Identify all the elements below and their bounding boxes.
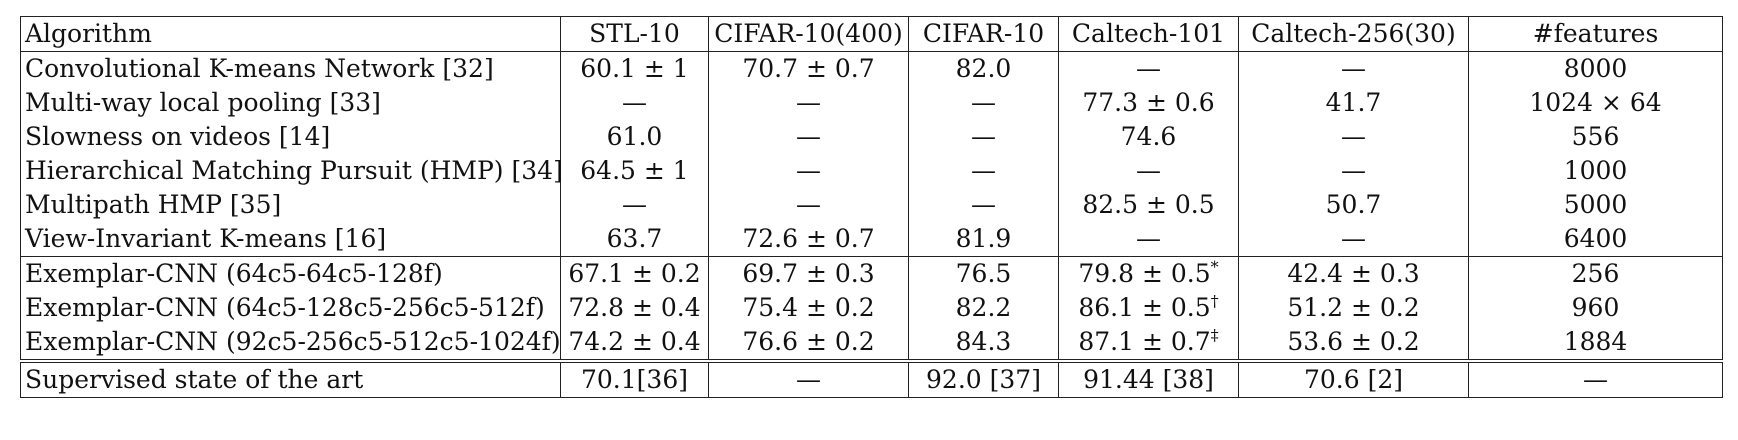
caltech101-cell: 74.6 <box>1059 120 1239 154</box>
table-row <box>21 86 1723 120</box>
header-caltech256: Caltech-256(30) <box>1239 17 1469 52</box>
caltech101-cell: 77.3 ± 0.6 <box>1059 86 1239 120</box>
cifar10-cell: — <box>909 120 1059 154</box>
features-cell: 1024 × 64 <box>1469 86 1723 120</box>
caltech101-cell: 91.44 [38] <box>1059 361 1239 398</box>
cifar10-cell: 92.0 [37] <box>909 361 1059 398</box>
stl10-cell: 64.5 ± 1 <box>561 154 709 188</box>
stl10-cell: 72.8 ± 0.4 <box>561 291 709 325</box>
cifar10-400-cell: 76.6 ± 0.2 <box>709 325 909 361</box>
algorithm-cell: Exemplar-CNN (64c5-64c5-128f) <box>21 257 561 292</box>
header-row <box>21 17 1723 52</box>
footnote-mark: * <box>1210 257 1219 277</box>
results-table <box>20 16 1723 398</box>
caltech256-cell: 51.2 ± 0.2 <box>1239 291 1469 325</box>
caltech256-cell: 42.4 ± 0.3 <box>1239 257 1469 292</box>
caltech101-cell: — <box>1059 222 1239 257</box>
table-row <box>21 222 1723 257</box>
features-cell: 5000 <box>1469 188 1723 222</box>
stl10-cell: 60.1 ± 1 <box>561 52 709 87</box>
table-row <box>21 52 1723 87</box>
algorithm-cell: Supervised state of the art <box>21 361 561 398</box>
caltech256-cell: 41.7 <box>1239 86 1469 120</box>
caltech256-cell: — <box>1239 154 1469 188</box>
table-row <box>21 291 1723 325</box>
caltech101-value: 86.1 ± 0.5 <box>1078 293 1211 322</box>
features-cell: 960 <box>1469 291 1723 325</box>
features-cell: 8000 <box>1469 52 1723 87</box>
features-cell: 1000 <box>1469 154 1723 188</box>
table-row <box>21 257 1723 292</box>
cifar10-400-cell: 69.7 ± 0.3 <box>709 257 909 292</box>
algorithm-cell: Convolutional K-means Network [32] <box>21 52 561 87</box>
cifar10-cell: 76.5 <box>909 257 1059 292</box>
caltech256-cell: 53.6 ± 0.2 <box>1239 325 1469 361</box>
header-cifar10: CIFAR-10 <box>909 17 1059 52</box>
stl10-cell: 61.0 <box>561 120 709 154</box>
cifar10-cell: 82.0 <box>909 52 1059 87</box>
header-algorithm: Algorithm <box>21 17 561 52</box>
cifar10-cell: 82.2 <box>909 291 1059 325</box>
algorithm-cell: Exemplar-CNN (92c5-256c5-512c5-1024f) <box>21 325 561 361</box>
cifar10-cell: 81.9 <box>909 222 1059 257</box>
caltech101-cell <box>1059 325 1239 361</box>
algorithm-cell: Multipath HMP [35] <box>21 188 561 222</box>
footnote-mark: ‡ <box>1210 325 1219 345</box>
table-row <box>21 154 1723 188</box>
cifar10-400-cell: — <box>709 86 909 120</box>
features-cell: 6400 <box>1469 222 1723 257</box>
caltech101-cell: 82.5 ± 0.5 <box>1059 188 1239 222</box>
features-cell: 256 <box>1469 257 1723 292</box>
cifar10-400-cell: — <box>709 361 909 398</box>
cifar10-cell: 84.3 <box>909 325 1059 361</box>
table-row <box>21 120 1723 154</box>
cifar10-cell: — <box>909 154 1059 188</box>
caltech101-value: 79.8 ± 0.5 <box>1078 259 1211 288</box>
caltech256-cell: — <box>1239 52 1469 87</box>
features-cell: 1884 <box>1469 325 1723 361</box>
caltech101-value: 87.1 ± 0.7 <box>1078 327 1211 356</box>
algorithm-cell: Multi-way local pooling [33] <box>21 86 561 120</box>
caltech101-cell: — <box>1059 52 1239 87</box>
cifar10-400-cell: 75.4 ± 0.2 <box>709 291 909 325</box>
caltech256-cell: 50.7 <box>1239 188 1469 222</box>
header-caltech101: Caltech-101 <box>1059 17 1239 52</box>
stl10-cell: 63.7 <box>561 222 709 257</box>
header-cifar10-400: CIFAR-10(400) <box>709 17 909 52</box>
caltech256-cell: 70.6 [2] <box>1239 361 1469 398</box>
caltech101-cell <box>1059 291 1239 325</box>
cifar10-400-cell: — <box>709 154 909 188</box>
cifar10-400-cell: — <box>709 188 909 222</box>
stl10-cell: 74.2 ± 0.4 <box>561 325 709 361</box>
table-row <box>21 325 1723 361</box>
algorithm-cell: View-Invariant K-means [16] <box>21 222 561 257</box>
cifar10-400-cell: 72.6 ± 0.7 <box>709 222 909 257</box>
algorithm-cell: Hierarchical Matching Pursuit (HMP) [34] <box>21 154 561 188</box>
caltech256-cell: — <box>1239 222 1469 257</box>
algorithm-cell: Slowness on videos [14] <box>21 120 561 154</box>
caltech101-cell <box>1059 257 1239 292</box>
caltech101-cell: — <box>1059 154 1239 188</box>
caltech256-cell: — <box>1239 120 1469 154</box>
cifar10-400-cell: — <box>709 120 909 154</box>
table-row <box>21 361 1723 398</box>
stl10-cell: 70.1[36] <box>561 361 709 398</box>
cifar10-cell: — <box>909 86 1059 120</box>
header-features: #features <box>1469 17 1723 52</box>
stl10-cell: — <box>561 188 709 222</box>
footnote-mark: † <box>1210 291 1219 311</box>
features-cell: 556 <box>1469 120 1723 154</box>
header-stl10: STL-10 <box>561 17 709 52</box>
stl10-cell: — <box>561 86 709 120</box>
table-row <box>21 188 1723 222</box>
cifar10-400-cell: 70.7 ± 0.7 <box>709 52 909 87</box>
features-cell: — <box>1469 361 1723 398</box>
cifar10-cell: — <box>909 188 1059 222</box>
algorithm-cell: Exemplar-CNN (64c5-128c5-256c5-512f) <box>21 291 561 325</box>
stl10-cell: 67.1 ± 0.2 <box>561 257 709 292</box>
